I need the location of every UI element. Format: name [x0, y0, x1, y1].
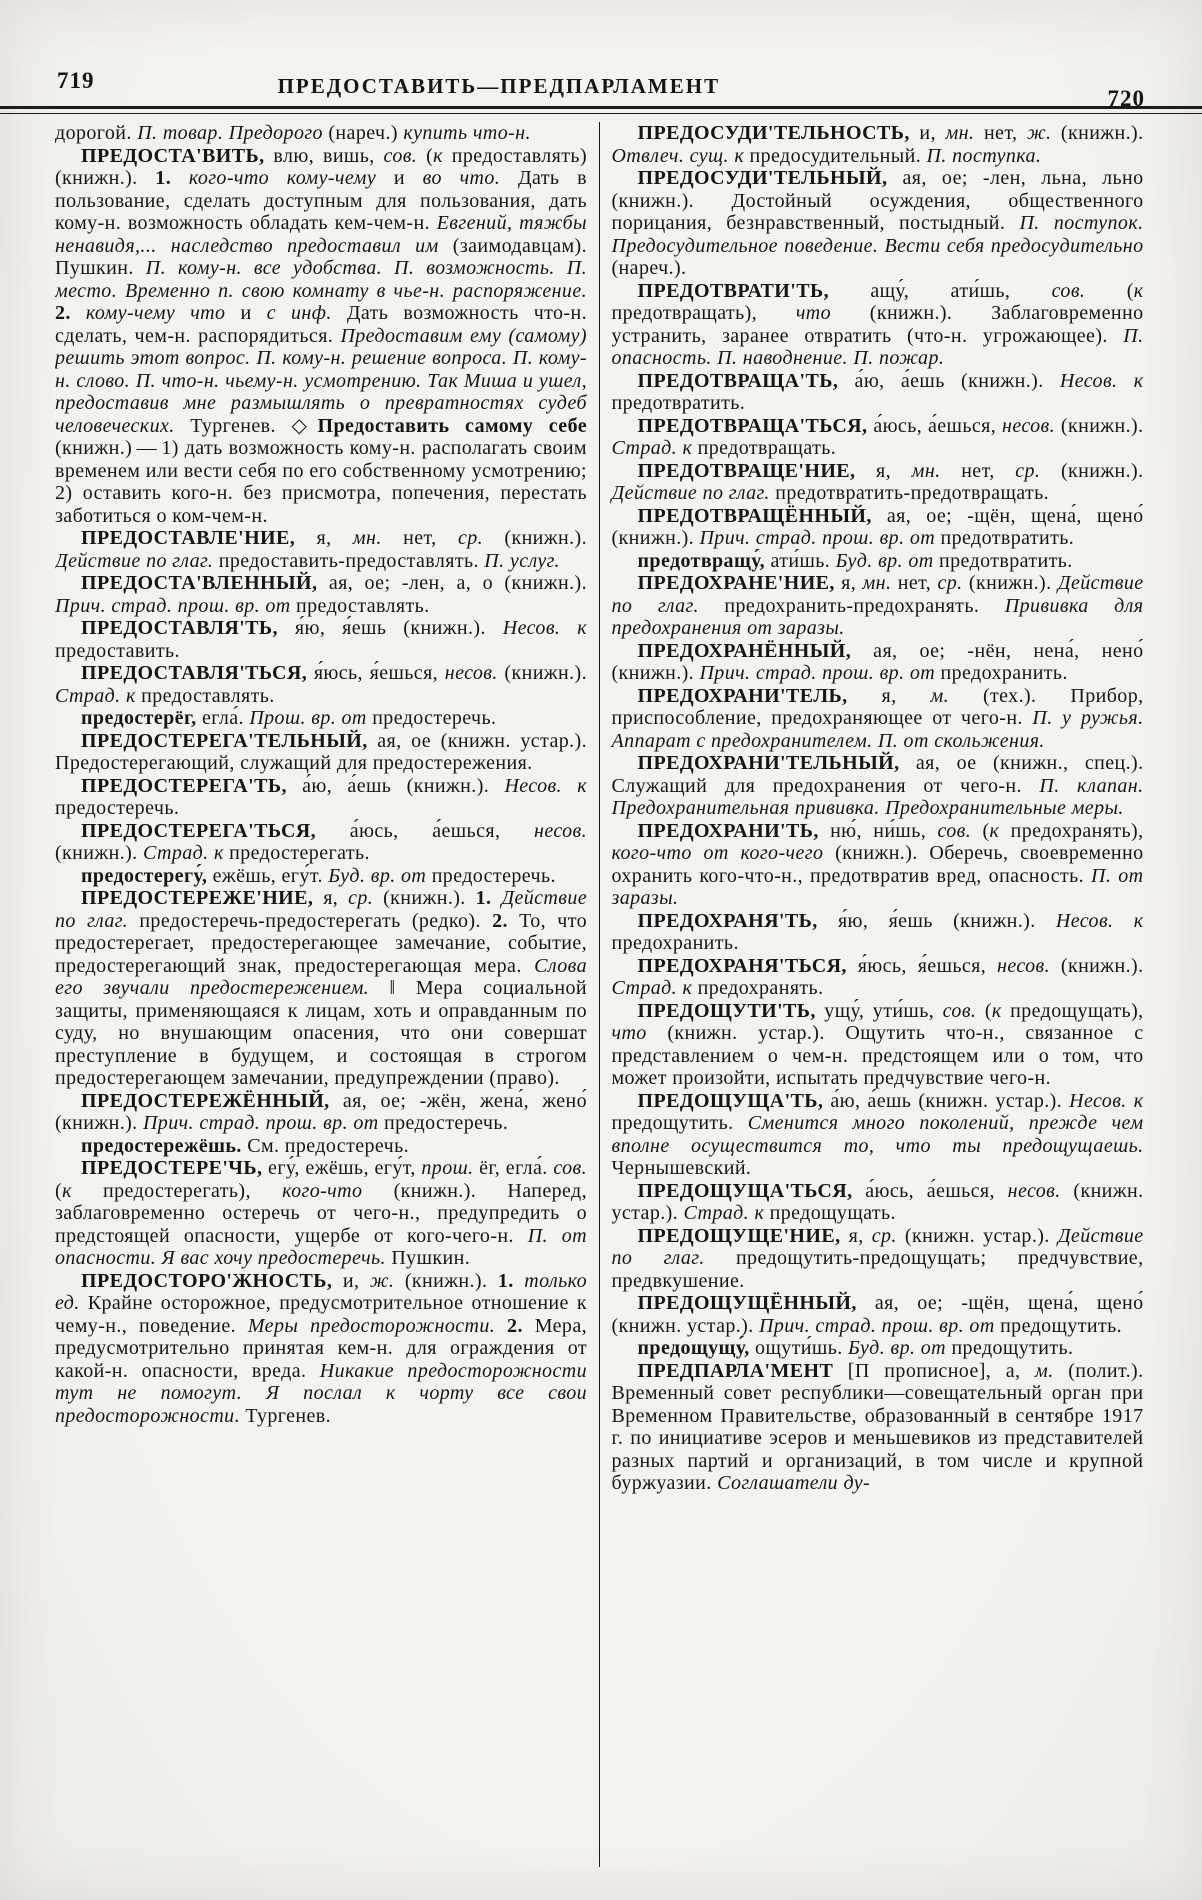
text-run: ж.: [369, 1269, 405, 1292]
text-run: я́ю, я́ешь (книжн.).: [837, 909, 1056, 932]
text-run: (полит.). Временный совет республики—совещательный орган при Временном Правительстве, образованный в сентябре 1917 г. по инициативе эсеров и меньшевиков из представителей разных партий и организаций, в том числе и крупной буржуазии.: [611, 1359, 1144, 1494]
text-run: только ед.: [55, 1269, 588, 1314]
text-run: То, что предостерегает, предостерегающее замечание, событие, предостерегающий знак, предостерегающая мера.: [55, 909, 587, 977]
text-run: 2.: [492, 909, 520, 932]
dictionary-entry: [55, 572, 587, 617]
text-run: ср.: [1015, 459, 1061, 482]
dictionary-entry: [55, 1090, 587, 1135]
dictionary-entry: [612, 122, 1144, 167]
text-run: Действие по глаг.: [611, 572, 1144, 617]
text-run: ПРЕДОЩУЩЁННЫЙ,: [637, 1292, 875, 1314]
text-run: Буд. вр. от: [848, 1337, 952, 1359]
text-run: ПРЕДОСТАВЛЯ'ТЬСЯ,: [81, 662, 314, 684]
text-run: П. товар. Предорого: [137, 122, 329, 144]
dictionary-entry: [55, 145, 587, 528]
dictionary-entry: [612, 1090, 1144, 1180]
text-run: [П прописное], а,: [833, 1359, 1036, 1382]
dictionary-entry: [612, 820, 1144, 910]
text-run: предостеречь.: [55, 797, 180, 819]
text-run: Действие по глаг.: [611, 482, 776, 504]
text-run: предотвращать.: [697, 437, 837, 459]
text-run: прош.: [421, 1157, 480, 1179]
dictionary-entry: [55, 617, 587, 662]
column-left: [55, 122, 587, 1867]
text-run: ПРЕДОХРАНЯ'ТЬ,: [637, 909, 838, 932]
dictionary-entry: [612, 955, 1144, 1000]
text-run: (книжн.).: [1060, 954, 1144, 977]
text-columns: [55, 122, 1145, 1867]
text-run: ПРЕДОСТА'ВИТЬ,: [81, 144, 274, 167]
dictionary-entry: [612, 1000, 1144, 1090]
column-right: [612, 122, 1144, 1867]
text-run: П. у ружья. Аппарат с предохранителем. П. от скольжения.: [611, 707, 1144, 752]
text-run: мн.: [911, 459, 962, 482]
dictionary-entry: [612, 1360, 1144, 1495]
text-run: несов.: [534, 819, 587, 842]
text-run: Несов. к: [1059, 369, 1144, 392]
text-run: я,: [876, 459, 912, 482]
text-run: сов.: [942, 999, 985, 1022]
column-divider-rule: [599, 122, 601, 1867]
text-run: Страд. к: [611, 977, 698, 999]
dictionary-entry: [55, 707, 587, 730]
text-run: ПРЕДОЩУЩА'ТЬСЯ,: [637, 1179, 866, 1202]
text-run: Страд. к: [142, 842, 230, 864]
text-run: (книжн.).: [968, 572, 1058, 594]
text-run: предостерегать),: [103, 1179, 283, 1202]
text-run: Предоставим ему (самому) решить этот вопрос. П. кому-н. решение вопроса. П. кому-н. слово. П. что-н. чьему-н. усмотрению. Так Миша и ушел, предоставив мне размышлять о превратностях судеб человеческих.: [55, 324, 587, 437]
text-run: предощущу́,: [637, 1337, 756, 1359]
text-run: Пушкин.: [391, 1247, 471, 1269]
text-run: ПРЕДОХРАНЕ'НИЕ,: [637, 572, 842, 594]
text-run: несов.: [444, 662, 505, 684]
dictionary-entry: [612, 1292, 1144, 1337]
text-run: ср.: [937, 572, 969, 594]
text-run: (книжн.). Оберечь, своевременно охранить кого-что-н., предотвратив вред, опасность.: [611, 842, 1144, 887]
text-run: Прич. страд. прош. вр. от: [699, 662, 941, 684]
text-run: сов.: [553, 1157, 588, 1179]
text-run: предохранять.: [697, 977, 824, 999]
text-run: егла́.: [201, 707, 250, 729]
text-run: предотвратить.: [940, 527, 1075, 549]
dictionary-entry: [612, 415, 1144, 460]
text-run: предощущать),: [1010, 999, 1144, 1022]
text-run: я́ю, я́ешь (книжн.).: [294, 617, 503, 639]
text-run: к: [433, 144, 452, 167]
text-run: Страд. к: [611, 437, 698, 459]
text-run: Крайне осторожное, предусмотрительное отношение к чему-н., поведение.: [55, 1292, 587, 1337]
text-run: я́юсь, я́ешься,: [857, 954, 998, 977]
text-run: м.: [930, 684, 983, 707]
text-run: Сменится много поколений, прежде чем вполне осуществится то, что ты предощущаешь.: [611, 1112, 1144, 1157]
text-run: (книжн.).: [1060, 459, 1144, 482]
text-run: ПРЕДОЩУТИ'ТЬ,: [637, 999, 825, 1022]
text-run: мн.: [352, 527, 404, 549]
text-run: ж.: [1026, 122, 1061, 144]
dictionary-entry: [55, 820, 587, 865]
text-run: предохранить.: [940, 662, 1068, 684]
text-run: Буд. вр. от: [328, 864, 432, 887]
dictionary-entry: [55, 775, 587, 820]
text-run: Прош. вр. от: [249, 707, 373, 729]
text-run: 2.: [55, 302, 86, 324]
text-run: ая, ое; -щён, щена́, щено́ (книжн.).: [611, 504, 1144, 549]
text-run: с инф.: [266, 302, 347, 324]
text-run: (: [426, 144, 434, 167]
dictionary-entry: [55, 1135, 587, 1158]
text-run: а́ю, а́ешь (книжн. устар.).: [830, 1089, 1070, 1112]
text-run: м.: [1035, 1359, 1069, 1382]
text-run: нет,: [897, 572, 938, 594]
text-run: предотвращу́,: [637, 549, 771, 572]
text-run: нет,: [961, 459, 1016, 482]
text-run: а́юсь, а́ешься,: [349, 819, 534, 842]
text-run: сов.: [1051, 279, 1127, 302]
text-run: а́юсь, а́ешься,: [865, 1179, 1008, 1202]
text-run: ПРЕДОСТЕРЕЖЁННЫЙ,: [81, 1089, 343, 1112]
dictionary-entry: [55, 122, 587, 145]
text-run: ая, ое; -лен, льна, льно (книжн.). Достойный осуждения, общественного порицания, безнравственный, постыдный.: [611, 167, 1144, 234]
text-run: П. услуг.: [484, 549, 560, 572]
text-run: Действие по глаг.: [611, 1224, 1144, 1269]
text-run: влю, вишь,: [273, 144, 384, 167]
text-run: Действие по глаг.: [55, 549, 219, 572]
text-run: ая, ое; -лен, а, о (книжн.).: [328, 572, 587, 594]
text-run: ПРЕДОСТЕРЕ'ЧЬ,: [81, 1157, 269, 1179]
dictionary-entry: [612, 1337, 1144, 1360]
dictionary-entry: [612, 1180, 1144, 1225]
text-run: егу́, ежёшь, егу́т,: [268, 1157, 422, 1179]
text-run: ПРЕДОСТОРО'ЖНОСТЬ,: [81, 1269, 343, 1292]
text-run: ПРЕДОХРАНИ'ТЬ,: [637, 819, 831, 842]
text-run: предоставлять.: [296, 594, 430, 617]
text-run: купить что-н.: [403, 122, 531, 144]
text-run: ежёшь, егу́т.: [212, 864, 329, 887]
text-run: к: [1133, 279, 1144, 302]
text-run: ПРЕДОСТЕРЕГА'ТЬ,: [81, 774, 303, 797]
text-run: а́ю, а́ешь (книжн.).: [854, 369, 1060, 392]
text-run: (книжн. устар.).: [904, 1224, 1058, 1247]
text-run: (книжн.). Заблаговременно устранить, заранее отвратить (что-н. угрожающее).: [611, 302, 1144, 347]
dictionary-entry: [55, 865, 587, 888]
text-run: я́юсь, я́ешься,: [313, 662, 445, 684]
text-run: Отвлеч. сущ. к: [611, 144, 750, 167]
text-run: ПРЕДОЩУЩА'ТЬ,: [637, 1089, 831, 1112]
text-run: и: [240, 302, 267, 324]
text-run: предотвращать),: [611, 302, 796, 324]
text-run: что: [795, 302, 870, 324]
text-run: Слова его звучали предостережением.: [55, 954, 587, 999]
text-run: нет,: [983, 122, 1027, 144]
text-run: предощутить.: [1000, 1314, 1123, 1337]
text-run: ПРЕДОСУДИ'ТЕЛЬНОСТЬ,: [637, 122, 920, 144]
text-run: ащу́, ати́шь,: [870, 279, 1052, 302]
text-run: предохранять),: [1010, 819, 1144, 842]
text-run: предостережёшь.: [81, 1134, 248, 1157]
text-run: мн.: [862, 572, 898, 594]
text-run: а́юсь, а́ешься,: [873, 414, 1003, 437]
text-run: ПРЕДОХРАНЯ'ТЬСЯ,: [637, 954, 858, 977]
text-run: ПРЕДОСТЕРЕГА'ТЕЛЬНЫЙ,: [81, 729, 378, 752]
text-run: я,: [316, 527, 353, 549]
text-run: дорогой.: [55, 122, 138, 144]
text-run: Тургенев.: [245, 1404, 332, 1427]
text-run: сов.: [937, 819, 983, 842]
text-run: предостерегу́,: [81, 864, 213, 887]
text-run: предощущать.: [769, 1202, 896, 1224]
text-run: (книжн.).: [404, 1269, 498, 1292]
dictionary-entry: [55, 887, 587, 1090]
text-run: См. предостеречь.: [247, 1134, 410, 1157]
dictionary-entry: [612, 640, 1144, 685]
text-run: ПРЕДОХРАНЁННЫЙ,: [637, 639, 874, 662]
text-run: П. клапан. Предохранительная прививка. Предохранительные меры.: [611, 774, 1144, 819]
dictionary-entry: [612, 685, 1144, 753]
text-run: (книжн. устар.). Ощутить что-н., связанное с представлением о чем-н. предстоящем или о том, что может произойти, испытать предчувствие чего-н.: [611, 1022, 1144, 1089]
text-run: (книжн.).: [55, 842, 143, 864]
text-run: ср.: [871, 1224, 905, 1247]
text-run: ПРЕДОТВРАТИ'ТЬ,: [637, 279, 871, 302]
text-run: ая, ое (книжн. устар.). Предостерегающий, служащий для предостережения.: [55, 729, 587, 774]
text-run: (нареч.): [328, 122, 404, 144]
text-run: Прич. страд. прош. вр. от: [759, 1314, 1001, 1337]
text-run: П. от заразы.: [611, 864, 1144, 909]
dictionary-entry: [612, 910, 1144, 955]
text-run: (книжн.) — 1) дать возможность кому-н. располагать своим временем или вести себя по его собственному усмотрению; 2) оставить кого-н. без присмотра, попечения, перестать заботиться о ком-чем-н.: [55, 437, 587, 527]
text-run: Прич. страд. прош. вр. от: [699, 527, 941, 549]
text-run: предостеречь.: [372, 707, 497, 729]
text-run: Страд. к: [55, 684, 142, 707]
text-run: 1.: [475, 887, 502, 909]
text-run: ‖ Мера социальной защиты, применяющаяся к лицам, хоть и оправданным по суду, но внушающим опасения, что они совершат преступление в будущем, и состоящая в строгом предостерегающем замечании, предупреждении (право).: [55, 977, 587, 1089]
text-run: Дать в пользование, сделать доступным для пользования, дать кому-н. возможность обладать кем-чем-н.: [55, 167, 587, 234]
running-head: ПРЕДОСТАВИТЬ—ПРЕДПАРЛАМЕНТ: [277, 74, 721, 98]
text-run: ая, ое; -щён, щена́, щено́ (книжн. устар.).: [611, 1292, 1144, 1337]
text-run: ПРЕДОТВРАЩА'ТЬ,: [637, 369, 855, 392]
dictionary-entry: [612, 280, 1144, 370]
text-run: предощутить-предощущать; предчувствие, предвкушение.: [611, 1247, 1144, 1292]
text-run: ПРЕДОСТЕРЕГА'ТЬСЯ,: [81, 819, 350, 842]
text-run: (нареч.).: [611, 257, 687, 279]
text-run: и: [393, 167, 423, 189]
text-run: предощутить.: [611, 1112, 748, 1134]
text-run: нет,: [403, 527, 458, 549]
text-run: Прич. страд. прош. вр. от: [142, 1112, 385, 1134]
text-run: предосудительный.: [749, 144, 927, 167]
text-run: кого-что от кого-чего: [611, 842, 836, 864]
text-run: Несов. к: [504, 774, 587, 797]
text-run: мн.: [945, 122, 984, 144]
text-run: ПРЕДОСТЕРЕЖЕ'НИЕ,: [81, 887, 324, 909]
text-run: (книжн.).: [1060, 414, 1144, 437]
text-run: предоставить.: [55, 639, 180, 662]
text-run: предостеречь.: [431, 864, 556, 887]
text-run: Меры предосторожности.: [247, 1314, 508, 1337]
dictionary-entry: [612, 1225, 1144, 1293]
text-run: П. поступок. Предосудительное поведение. Вести себя предосудительно: [611, 212, 1144, 257]
text-run: П. опасность. П. наводнение. П. пожар.: [611, 324, 1144, 369]
text-run: Прививка для предохранения от заразы.: [611, 594, 1144, 639]
text-run: предохранить.: [611, 932, 739, 954]
text-run: Несов. к: [502, 617, 587, 639]
text-run: Прич. страд. прош. вр. от: [55, 594, 297, 617]
dictionary-entry: [612, 572, 1144, 640]
text-run: ПРЕДОХРАНИ'ТЕЛЬНЫЙ,: [637, 752, 916, 774]
text-run: Евгений, тяжбы ненавидя,... наследство предоставил им: [55, 212, 587, 257]
text-run: сов.: [383, 144, 427, 167]
text-run: а́ю, а́ешь (книжн.).: [302, 774, 505, 797]
text-run: к: [991, 999, 1011, 1022]
text-run: ПРЕДОСТАВЛЕ'НИЕ,: [81, 527, 317, 549]
text-run: ПРЕДОЩУЩЕ'НИЕ,: [637, 1224, 849, 1247]
text-run: ёг, егла́.: [479, 1157, 554, 1179]
text-run: и,: [342, 1269, 370, 1292]
text-run: Буд. вр. от: [835, 549, 939, 572]
text-run: кого-что кому-чему: [188, 167, 394, 189]
text-run: 1.: [497, 1269, 525, 1292]
text-run: несов.: [997, 954, 1061, 977]
text-run: (: [55, 1179, 63, 1202]
text-run: несов.: [1002, 414, 1061, 437]
text-run: (тех.). Прибор, приспособление, предохраняющее от чего-н.: [611, 684, 1144, 729]
text-run: ПРЕДОСТА'ВЛЕННЫЙ,: [81, 572, 329, 594]
text-run: предоставлять.: [141, 684, 275, 707]
header-double-rule: [0, 106, 1202, 114]
text-run: (: [1126, 279, 1134, 302]
text-run: 1.: [155, 167, 189, 189]
text-run: Тургенев. ◇: [190, 414, 318, 437]
dictionary-entry: [612, 460, 1144, 505]
text-run: (книжн.).: [504, 527, 587, 549]
text-run: во что.: [422, 167, 518, 189]
text-run: (: [984, 999, 992, 1022]
text-run: Никакие предосторожности тут не помогут. Я послал к чорту все свои предосторожности.: [55, 1359, 587, 1427]
text-run: предотвратить-предотвращать.: [775, 482, 1050, 504]
text-run: Соглашатели ду-: [717, 1472, 871, 1494]
page-number-right: 720: [1107, 86, 1145, 111]
text-run: (книжн.).: [504, 662, 587, 684]
text-run: П. кому-н. все удобства. П. возможность. П. место. Временно п. свою комнату в чье-н. распоряжение.: [55, 257, 588, 302]
dictionary-entry: [55, 527, 587, 572]
dictionary-entry: [612, 752, 1144, 820]
text-run: к: [62, 1179, 104, 1202]
dictionary-entry: [612, 550, 1144, 573]
text-run: Дать возможность что-н. сделать, чем-н. распорядиться.: [55, 302, 587, 347]
text-run: ати́шь.: [770, 549, 836, 572]
text-run: Мера, предусмотрительно принятая кем-н. для ограждения от какой-н. опасности, вреда.: [55, 1314, 588, 1382]
text-run: (книжн.). Наперед, заблаговременно остеречь от чего-н., предупредить о предстоящей опасности, ущербе от кого-чего-н.: [55, 1179, 588, 1247]
text-run: ПРЕДОСТАВЛЯ'ТЬ,: [81, 617, 295, 639]
text-run: ПРЕДОТВРАЩЁННЫЙ,: [637, 504, 887, 527]
text-run: Действие по глаг.: [55, 887, 588, 932]
text-run: ощути́шь.: [755, 1337, 849, 1359]
text-run: что: [611, 1022, 668, 1044]
text-run: и,: [919, 122, 946, 144]
page-number-left: 719: [57, 68, 95, 93]
text-run: предощутить.: [951, 1337, 1074, 1359]
text-run: ПРЕДОТВРАЩЕ'НИЕ,: [637, 459, 877, 482]
dictionary-entry: [612, 505, 1144, 550]
dictionary-entry: [55, 662, 587, 707]
text-run: я,: [323, 887, 349, 909]
text-run: ср.: [457, 527, 505, 549]
text-run: я,: [881, 684, 931, 707]
text-run: ср.: [348, 887, 384, 909]
dictionary-entry: [55, 1157, 587, 1270]
text-run: я,: [848, 1224, 872, 1247]
text-run: предоставить-предоставлять.: [218, 549, 485, 572]
text-run: (книжн.).: [1060, 122, 1144, 144]
text-run: ая, ое; -жён, жена́, жено́ (книжн.).: [55, 1089, 587, 1134]
text-run: кого-что: [282, 1179, 394, 1202]
text-run: предостерёг,: [81, 707, 202, 729]
text-run: предостеречь-предостерегать (редко).: [139, 909, 493, 932]
text-run: П. от опасности. Я вас хочу предостеречь.: [55, 1224, 588, 1269]
text-run: П. поступка.: [926, 144, 1042, 167]
text-run: (книжн.).: [383, 887, 476, 909]
dictionary-entry: [612, 370, 1144, 415]
text-run: предоставлять) (книжн.).: [55, 144, 588, 189]
text-run: Несов. к: [1055, 909, 1144, 932]
text-run: я,: [841, 572, 863, 594]
text-run: ПРЕДОТВРАЩА'ТЬСЯ,: [637, 414, 874, 437]
text-run: ая, ое (книжн., спец.). Служащий для предохранения от чего-н.: [611, 752, 1144, 797]
text-run: несов.: [1007, 1179, 1074, 1202]
text-run: (заимодавцам). Пушкин.: [55, 234, 587, 279]
text-run: (книжн. устар.).: [611, 1179, 1144, 1224]
text-run: кому-чему что: [85, 302, 241, 324]
text-run: ая, ое; -нён, нена́, нено́ (книжн.).: [611, 639, 1144, 684]
text-run: Несов. к: [1069, 1089, 1144, 1112]
dictionary-entry: [55, 1270, 587, 1428]
text-run: предостеречь.: [384, 1112, 509, 1134]
dictionary-entry: [612, 167, 1144, 280]
text-run: 2.: [507, 1314, 535, 1337]
text-run: ПРЕДОСУДИ'ТЕЛЬНЫЙ,: [637, 167, 903, 189]
dictionary-entry: [55, 730, 587, 775]
text-run: к: [989, 819, 1011, 842]
text-run: Страд. к: [683, 1202, 770, 1224]
text-run: ПРЕДПАРЛА'МЕНТ: [637, 1359, 834, 1382]
text-run: (: [982, 819, 990, 842]
text-run: предотвратить.: [939, 549, 1073, 572]
text-run: ущу́, ути́шь,: [824, 999, 943, 1022]
text-run: ню́, ни́шь,: [830, 819, 938, 842]
text-run: предохранить-предохранять.: [724, 594, 1005, 617]
text-run: Предоставить самому себе: [317, 414, 587, 437]
text-run: предотвратить.: [611, 392, 746, 414]
text-run: ПРЕДОХРАНИ'ТЕЛЬ,: [637, 684, 882, 707]
text-run: Чернышевский.: [611, 1157, 752, 1179]
text-run: предостерегать.: [229, 842, 370, 864]
